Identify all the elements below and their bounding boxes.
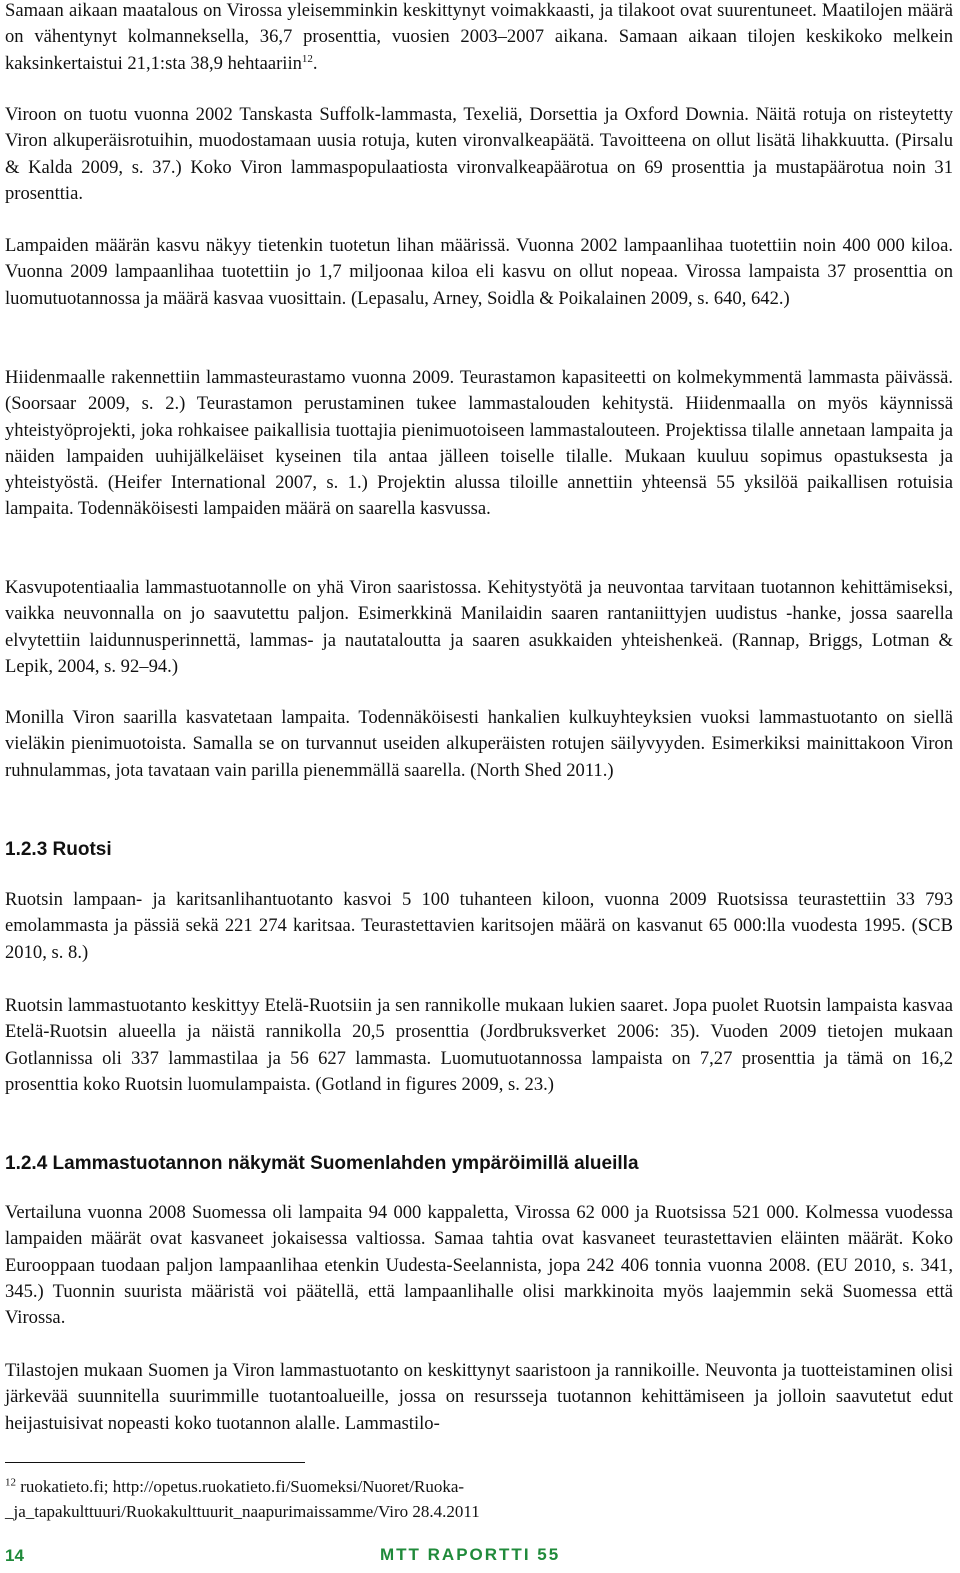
paragraph-text: Tilastojen mukaan Suomen ja Viron lammastuotanto on keskittynyt saaristoon ja rannikoille. Neuvonta ja tuotteistaminen olisi järkevää suunnitella suurimmille tuotantoalueille, jossa on resursseja tuotannon kehittämiseen ja jolloin saavutetut edut heijastuisivat nopeasti koko tuotannon alalle. Lammastilo- (5, 1360, 953, 1434)
paragraph-text: Hiidenmaalle rakennettiin lammasteurastamo vuonna 2009. Teurastamon kapasiteetti on kolmekymmentä lammasta päivässä. (Soorsaar 2009, s. 2.) Teurastamon perustaminen tukee lammastalouden kehitystä. Hiidenmaalla on myös käynnissä yhteistyöprojekti, joka rohkaisee paikallisia tuottajia pienimuotoiseen lammastalouteen. Projektissa tilalle annetaan lampaita ja näiden lampaiden uuhijälkeläiset kyseinen tila antaa jälleen toiselle tilalle. Mukaan kuuluu sopimus opastuksesta ja yhteistyöstä. (Heifer International 2007, s. 1.) Projektin alussa tiloille annettiin yhteensä 55 yksilöä paikallisen rotuisia lampaita. Todennäköisesti lampaiden määrä on saarella kasvussa. (5, 367, 953, 520)
section-heading-ruotsi: 1.2.3 Ruotsi (5, 839, 112, 860)
paragraph-comparison (5, 1200, 953, 1331)
publication-name: MTT RAPORTTI 55 (380, 1545, 561, 1564)
paragraph-islands (5, 705, 953, 784)
footnote-divider (5, 1462, 305, 1463)
paragraph-text: Monilla Viron saarilla kasvatetaan lampaita. Todennäköisesti hankalien kulkuyhteyksien vuoksi lammastuotanto on siellä vieläkin pienimuotoista. Samalla se on turvannut useiden alkuperäisten rotujen säilyvyyden. Esimerkiksi mainittakoon Viron ruhnulammas, jota tavataan vain parilla pienemmällä saarella. (North Shed 2011.) (5, 707, 953, 781)
paragraph-text: Lampaiden määrän kasvu näkyy tietenkin tuotetun lihan määrissä. Vuonna 2002 lampaanlihaa tuotettiin noin 400 000 kiloa. Vuonna 2009 lampaanlihaa tuotettiin jo 1,7 miljoonaa kiloa eli kasvu on ollut nopeaa. Virossa lampaista 37 prosenttia on luomutuotannossa ja määrä kasvaa vuosittain. (Lepasalu, Arney, Soidla & Poikalainen 2009, s. 640, 642.) (5, 235, 953, 309)
footnote-reference[interactable]: 12 (301, 52, 313, 65)
paragraph-estonia-agriculture (5, 0, 953, 77)
footnote-number: 12 (5, 1476, 16, 1489)
footnote-line-2[interactable]: _ja_tapakulttuuri/Ruokakulttuurit_naapurimaissamme/Viro 28.4.2011 (5, 1502, 480, 1521)
paragraph-text: Kasvupotentiaalia lammastuotannolle on yhä Viron saaristossa. Kehitystyötä ja neuvontaa tarvitaan tuotannon kehittämiseksi, vaikka neuvonnalla on jo saavutettu paljon. Esimerkkinä Manilaidin saaren rantaniittyjen uudistus -hanke, jossa saarella elvytettiin laidunnusperinnettä, lammas- ja nautataloutta ja saaren asukkaiden yhteishenkeä. (Rannap, Briggs, Lotman & Lepik, 2004, s. 92–94.) (5, 577, 953, 677)
paragraph-sweden-production (5, 887, 953, 966)
paragraph-text: Samaan aikaan maatalous on Virossa yleisemminkin keskittynyt voimakkaasti, ja tilakoot ovat suurentuneet. Maatilojen määrä on vähentynyt kolmanneksella, 36,7 prosenttia, vuosien 2003–2007 aikana. Samaan aikaan tilojen keskikoko melkein kaksinkertaistui 21,1:sta 38,9 hehtaariin (5, 0, 953, 74)
footnote-line-1[interactable]: ruokatieto.fi; http://opetus.ruokatieto.fi/Suomeksi/Nuoret/Ruoka- (20, 1477, 465, 1496)
paragraph-hiiumaa-slaughterhouse (5, 365, 953, 523)
paragraph-text-end: . (312, 52, 318, 74)
footnote (5, 1474, 953, 1524)
paragraph-growth-potential (5, 575, 953, 680)
paragraph-text: Ruotsin lampaan- ja karitsanlihantuotanto kasvoi 5 100 tuhanteen kiloon, vuonna 2009 Ruotsissa teurastettiin 33 793 emolammasta ja pässiä sekä 221 274 karitsaa. Teurastettavien karitsojen määrä on kasvanut 65 000:lla vuodesta 1995. (SCB 2010, s. 8.) (5, 889, 953, 963)
paragraph-estonia-breeds (5, 102, 953, 207)
paragraph-text: Ruotsin lammastuotanto keskittyy Etelä-Ruotsiin ja sen rannikolle mukaan lukien saaret. Jopa puolet Ruotsin lampaista kasvaa Etelä-Ruotsin alueella ja näistä rannikolla 20,5 prosenttia (Jordbruksverket 2006: 35). Vuoden 2009 tietojen mukaan Gotlannissa oli 337 lammastilaa ja 56 627 lammasta. Luomutuotannossa lampaista on 7,27 prosenttia ja tämä on 16,2 prosenttia koko Ruotsin luomulampaista. (Gotland in figures 2009, s. 23.) (5, 995, 953, 1095)
page-number: 14 (5, 1546, 24, 1565)
paragraph-text: Viroon on tuotu vuonna 2002 Tanskasta Suffolk-lammasta, Texeliä, Dorsettia ja Oxford Downia. Näitä rotuja on risteytetty Viron alkuperäisrotuihin, muodostamaan uusia rotuja, kuten vironvalkeapäätä. Tavoitteena on ollut lisätä lihakkuutta. (Pirsalu & Kalda 2009, s. 37.) Koko Viron lammaspopulaatiosta vironvalkeapäärotua on 69 prosenttia ja mustapäärotua noin 31 prosenttia. (5, 104, 953, 204)
paragraph-sweden-regions (5, 993, 953, 1098)
paragraph-text: Vertailuna vuonna 2008 Suomessa oli lampaita 94 000 kappaletta, Virossa 62 000 ja Ruotsissa 521 000. Kolmessa vuodessa lampaiden määrät ovat kasvaneet jokaisessa valtiossa. Samaa tahtia ovat kasvaneet teurastettavien eläinten määrät. Koko Eurooppaan tuodaan paljon lampaanlihaa etenkin Uudesta-Seelannista, jopa 242 406 tonnia vuonna 2008. (EU 2010, s. 341, 345.) Tuonnin suurista määristä voi päätellä, että lampaanlihalle olisi markkinoita myös laajemmin sekä Suomessa että Virossa. (5, 1202, 953, 1329)
paragraph-estonia-meat (5, 233, 953, 312)
paragraph-statistics (5, 1358, 953, 1437)
section-heading-outlook: 1.2.4 Lammastuotannon näkymät Suomenlahden ympäröimillä alueilla (5, 1153, 639, 1174)
